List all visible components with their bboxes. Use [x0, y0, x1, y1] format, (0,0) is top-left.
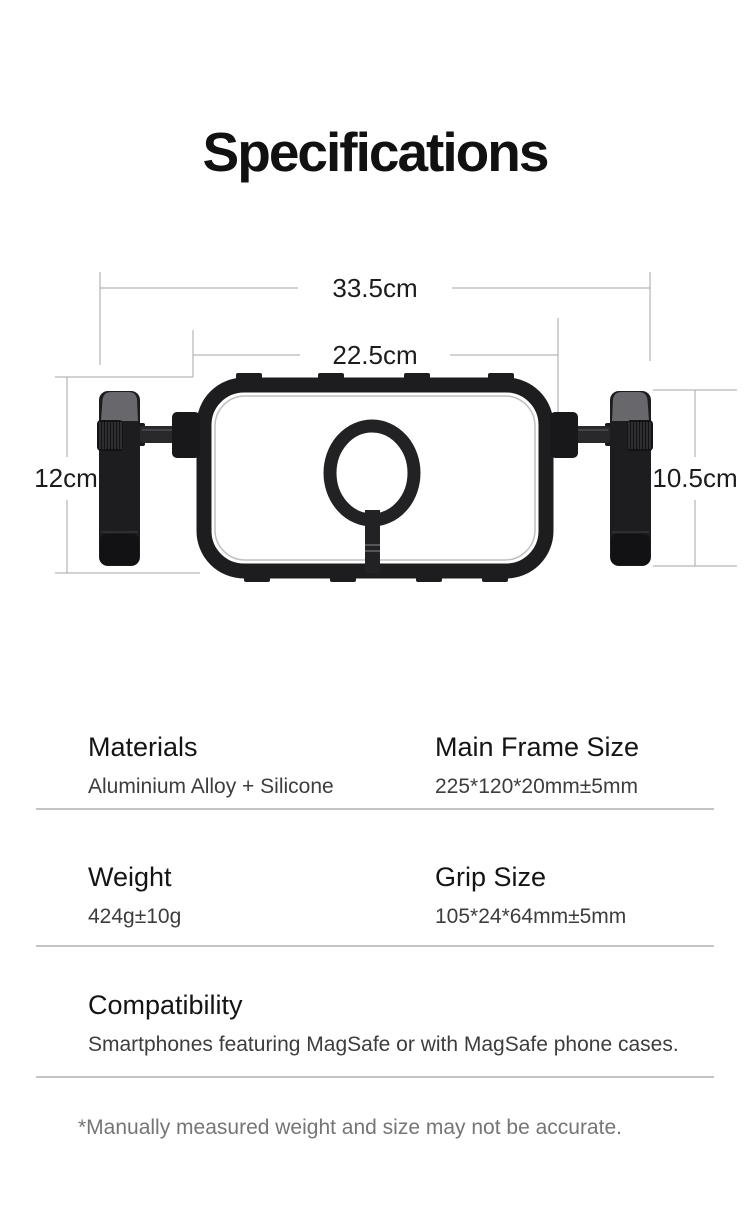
dimension-label-frame-width: 22.5cm	[332, 340, 418, 370]
spec-cell-main-frame-size	[435, 731, 639, 801]
spec-value-compatibility: Smartphones featuring MagSafe or with MagSafe phone cases.	[88, 1033, 679, 1056]
spec-cell-grip-size	[435, 861, 626, 931]
spec-value-materials: Aluminium Alloy + Silicone	[88, 775, 334, 798]
dimension-label-overall-height: 12cm	[34, 463, 98, 493]
dimension-label-overall-width: 33.5cm	[332, 273, 418, 303]
spec-value-grip-size: 105*24*64mm±5mm	[435, 905, 627, 928]
spec-label-materials: Materials	[88, 732, 198, 762]
spec-cell-compatibility	[88, 989, 679, 1059]
spec-label-grip-size: Grip Size	[435, 862, 547, 892]
spec-value-weight: 424g±10g	[88, 905, 182, 928]
dimension-label-grip-height: 10.5cm	[652, 463, 738, 493]
row-divider	[36, 1076, 714, 1078]
spec-value-main-frame-size: 225*120*20mm±5mm	[435, 775, 638, 798]
row-divider	[36, 808, 714, 810]
spec-label-compatibility: Compatibility	[88, 990, 243, 1020]
page-title: Specifications	[202, 121, 548, 183]
row-divider	[36, 945, 714, 947]
spec-cell-weight	[88, 861, 181, 931]
spec-label-weight: Weight	[88, 862, 172, 892]
spec-label-main-frame-size: Main Frame Size	[435, 732, 640, 762]
footnote: *Manually measured weight and size may not be accurate.	[78, 1116, 622, 1139]
spec-cell-materials	[88, 731, 334, 801]
